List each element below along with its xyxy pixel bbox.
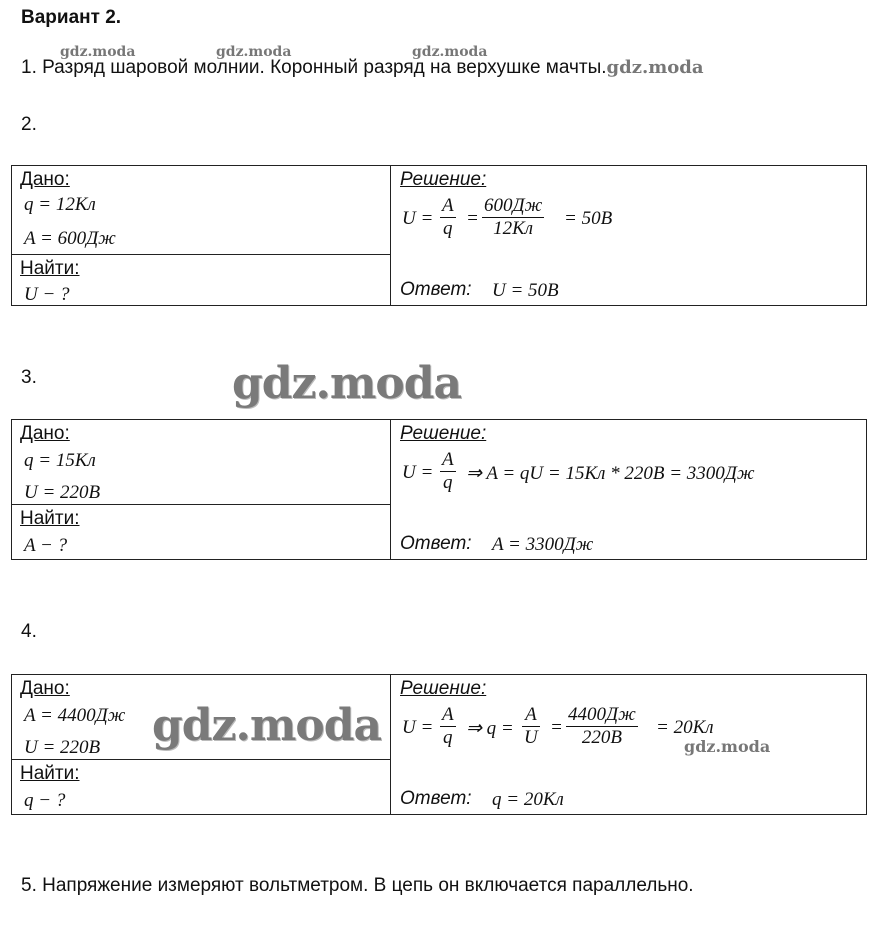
find-label: Найти: [20,508,80,529]
watermark: gdz.moda [60,44,136,60]
solution-label: Решение: [400,169,487,190]
solution-label: Решение: [400,423,487,444]
given-value: U = 220B [24,482,101,503]
watermark: gdz.moda [152,700,382,751]
fraction: $\frac{A}{q}$ [442,704,454,748]
fraction: 4400Дж 220B [568,704,636,748]
fraction: $\frac{A}{U}$ [524,704,538,748]
given-label: Дано: [20,169,70,190]
given-value: q = 12Кл [24,194,96,215]
problem-table-2: Дано: q = 12Кл A = 600Дж Найти: U − ? Решение: U = $\frac{A}{q}$ = 600Дж 12Кл = 50B Ответ: U = 50B [11,165,867,306]
answer-label: Ответ: [400,533,472,554]
fraction: $\frac{A}{q}$ [442,449,454,493]
answer-value: A = 3300Дж [492,534,594,555]
problem-table-3: Дано: q = 15Кл U = 220B Найти: A − ? Решение: U = $\frac{A}{q}$ ⇒ A = qU = 15Кл * 220B = 3300Дж Ответ: A = 3300Дж [11,419,867,560]
given-value: A = 4400Дж [24,705,126,726]
answer-item-5: 5. Напряжение измеряют вольтметром. В цепь он включается параллельно. [21,875,694,896]
answer-label: Ответ: [400,279,472,300]
find-value: q − ? [24,790,66,811]
given-value: A = 600Дж [24,228,116,249]
answer-label: Ответ: [400,788,472,809]
answer-value: q = 20Кл [492,789,564,810]
fraction: 600Дж 12Кл [484,195,543,239]
watermark: gdz.moda [684,737,771,756]
watermark: gdz.moda [216,44,292,60]
page-title: Вариант 2. [21,7,122,28]
given-label: Дано: [20,678,70,699]
find-value: U − ? [24,284,70,305]
solution-label: Решение: [400,678,487,699]
item-number-4: 4. [21,621,37,642]
item-number-2: 2. [21,114,37,135]
watermark: gdz.moda [412,44,488,60]
find-value: A − ? [24,535,68,556]
watermark: gdz.moda [606,57,704,78]
answer-value: U = 50B [492,280,559,301]
given-label: Дано: [20,423,70,444]
watermark: gdz.moda [232,358,462,409]
given-value: U = 220B [24,737,101,758]
problem-table-4: Дано: A = 4400Дж U = 220B Найти: q − ? Решение: U = $\frac{A}{q}$ ⇒ q = $\frac{A}{U}$ = 4400Дж 220B = 20Кл Ответ: q = 20Кл [11,674,867,815]
given-value: q = 15Кл [24,450,96,471]
item-number-3: 3. [21,367,37,388]
find-label: Найти: [20,258,80,279]
answer-item-1: 1. Разряд шаровой молнии. Коронный разряд на верхушке мачты.gdz.moda [21,57,704,78]
find-label: Найти: [20,763,80,784]
fraction: $\frac{A}{q}$ [442,195,454,239]
